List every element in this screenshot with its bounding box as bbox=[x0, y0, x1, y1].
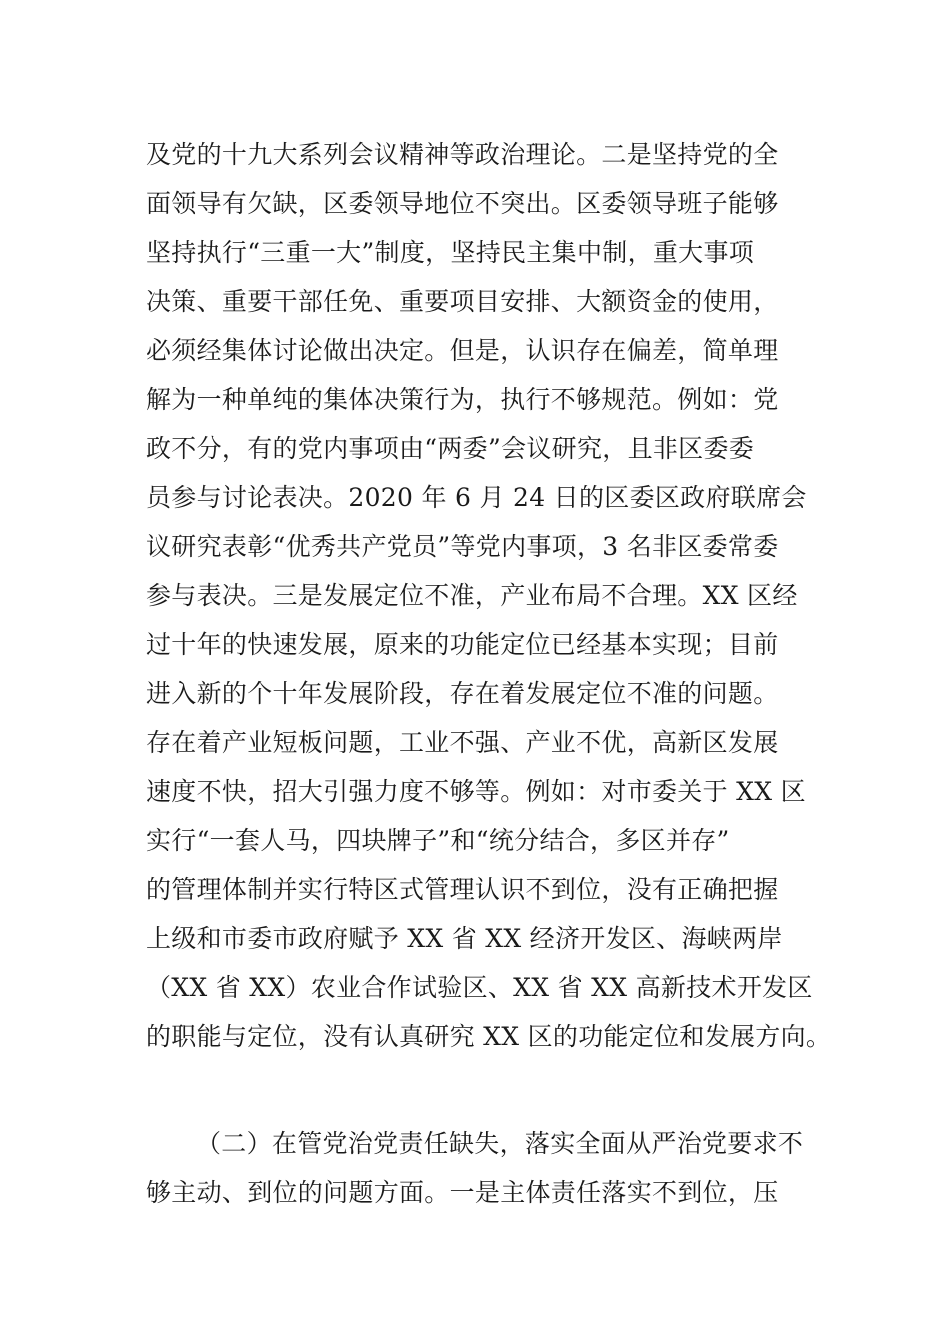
text-line: 速度不快，招大引强力度不够等。例如：对市委关于 XX 区 bbox=[146, 777, 806, 806]
text-line: 过十年的快速发展，原来的功能定位已经基本实现；目前 bbox=[146, 630, 779, 659]
section-heading-line: （二）在管党治党责任缺失，落实全面从严治党要求不 bbox=[196, 1129, 804, 1158]
text-line: 的职能与定位，没有认真研究 XX 区的功能定位和发展方向。 bbox=[146, 1022, 832, 1051]
text-line: 进入新的个十年发展阶段，存在着发展定位不准的问题。 bbox=[146, 679, 779, 708]
text-line: 参与表决。三是发展定位不准，产业布局不合理。XX 区经 bbox=[146, 581, 798, 610]
text-line: 够主动、到位的问题方面。一是主体责任落实不到位，压 bbox=[146, 1178, 779, 1207]
text-line: 存在着产业短板问题，工业不强、产业不优，高新区发展 bbox=[146, 728, 779, 757]
text-line: 政不分，有的党内事项由“两委”会议研究，且非区委委 bbox=[146, 434, 755, 463]
text-line: 的管理体制并实行特区式管理认识不到位，没有正确把握 bbox=[146, 875, 779, 904]
text-line: 上级和市委市政府赋予 XX 省 XX 经济开发区、海峡两岸 bbox=[146, 924, 783, 953]
text-line: 议研究表彰“优秀共产党员”等党内事项，3 名非区委常委 bbox=[146, 532, 779, 561]
text-line: 实行“一套人马，四块牌子”和“统分结合，多区并存” bbox=[146, 826, 730, 855]
text-line: 员参与讨论表决。2020 年 6 月 24 日的区委区政府联席会 bbox=[146, 483, 807, 512]
text-line: 必须经集体讨论做出决定。但是，认识存在偏差，简单理 bbox=[146, 336, 779, 365]
text-line: 坚持执行“三重一大”制度，坚持民主集中制，重大事项 bbox=[146, 238, 755, 267]
text-line: 及党的十九大系列会议精神等政治理论。二是坚持党的全 bbox=[146, 140, 779, 169]
text-line: 面领导有欠缺，区委领导地位不突出。区委领导班子能够 bbox=[146, 189, 779, 218]
text-line: 决策、重要干部任免、重要项目安排、大额资金的使用， bbox=[146, 287, 779, 316]
text-line: （XX 省 XX）农业合作试验区、XX 省 XX 高新技术开发区 bbox=[146, 973, 813, 1002]
text-line: 解为一种单纯的集体决策行为，执行不够规范。例如：党 bbox=[146, 385, 779, 414]
